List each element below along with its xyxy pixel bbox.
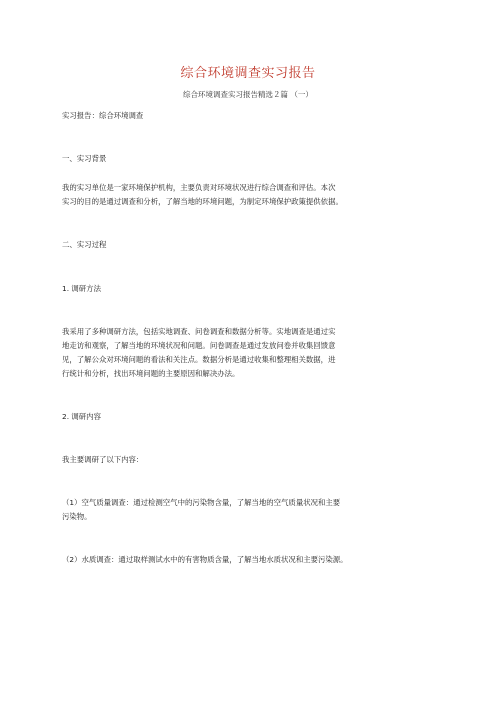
methods-paragraph-line: 我采用了多种调研方法，包括实地调查、问卷调查和数据分析等。实地调查是通过实	[62, 327, 336, 336]
section-heading-process: 二、实习过程	[62, 240, 107, 249]
methods-paragraph-line: 地走访和观察，了解当地的环境状况和问题。问卷调查是通过发放问卷并收集回馈意	[62, 341, 336, 350]
content-intro: 我主要调研了以下内容：	[62, 455, 144, 464]
background-paragraph-line: 我的实习单位是一家环境保护机构，主要负责对环境状况进行综合调查和评估。本次	[62, 183, 336, 192]
section-heading-background: 一、实习背景	[62, 154, 107, 163]
methods-paragraph-line: 见，了解公众对环境问题的看法和关注点。数据分析是通过收集和整理相关数据，进	[62, 355, 336, 364]
document-title: 综合环境调查实习报告	[180, 66, 316, 81]
list-item-water-quality: （2）水质调查：通过取样测试水中的有害物质含量，了解当地水质状况和主要污染源。	[62, 555, 348, 564]
background-paragraph-line: 实习的目的是通过调查和分析，了解当地的环境问题，为制定环境保护政策提供依据。	[62, 197, 343, 206]
report-label: 实习报告：综合环境调查	[62, 111, 144, 120]
document-subtitle: 综合环境调查实习报告精选２篇 （一）	[183, 90, 313, 99]
methods-paragraph-line: 行统计和分析，找出环境问题的主要原因和解决办法。	[62, 369, 240, 378]
subheading-content: 2. 调研内容	[62, 412, 101, 421]
list-item-air-quality: 污染物。	[62, 512, 92, 521]
subheading-methods: 1. 调研方法	[62, 284, 101, 293]
list-item-air-quality: （1）空气质量调查：通过检测空气中的污染物含量，了解当地的空气质量状况和主要	[62, 498, 341, 507]
